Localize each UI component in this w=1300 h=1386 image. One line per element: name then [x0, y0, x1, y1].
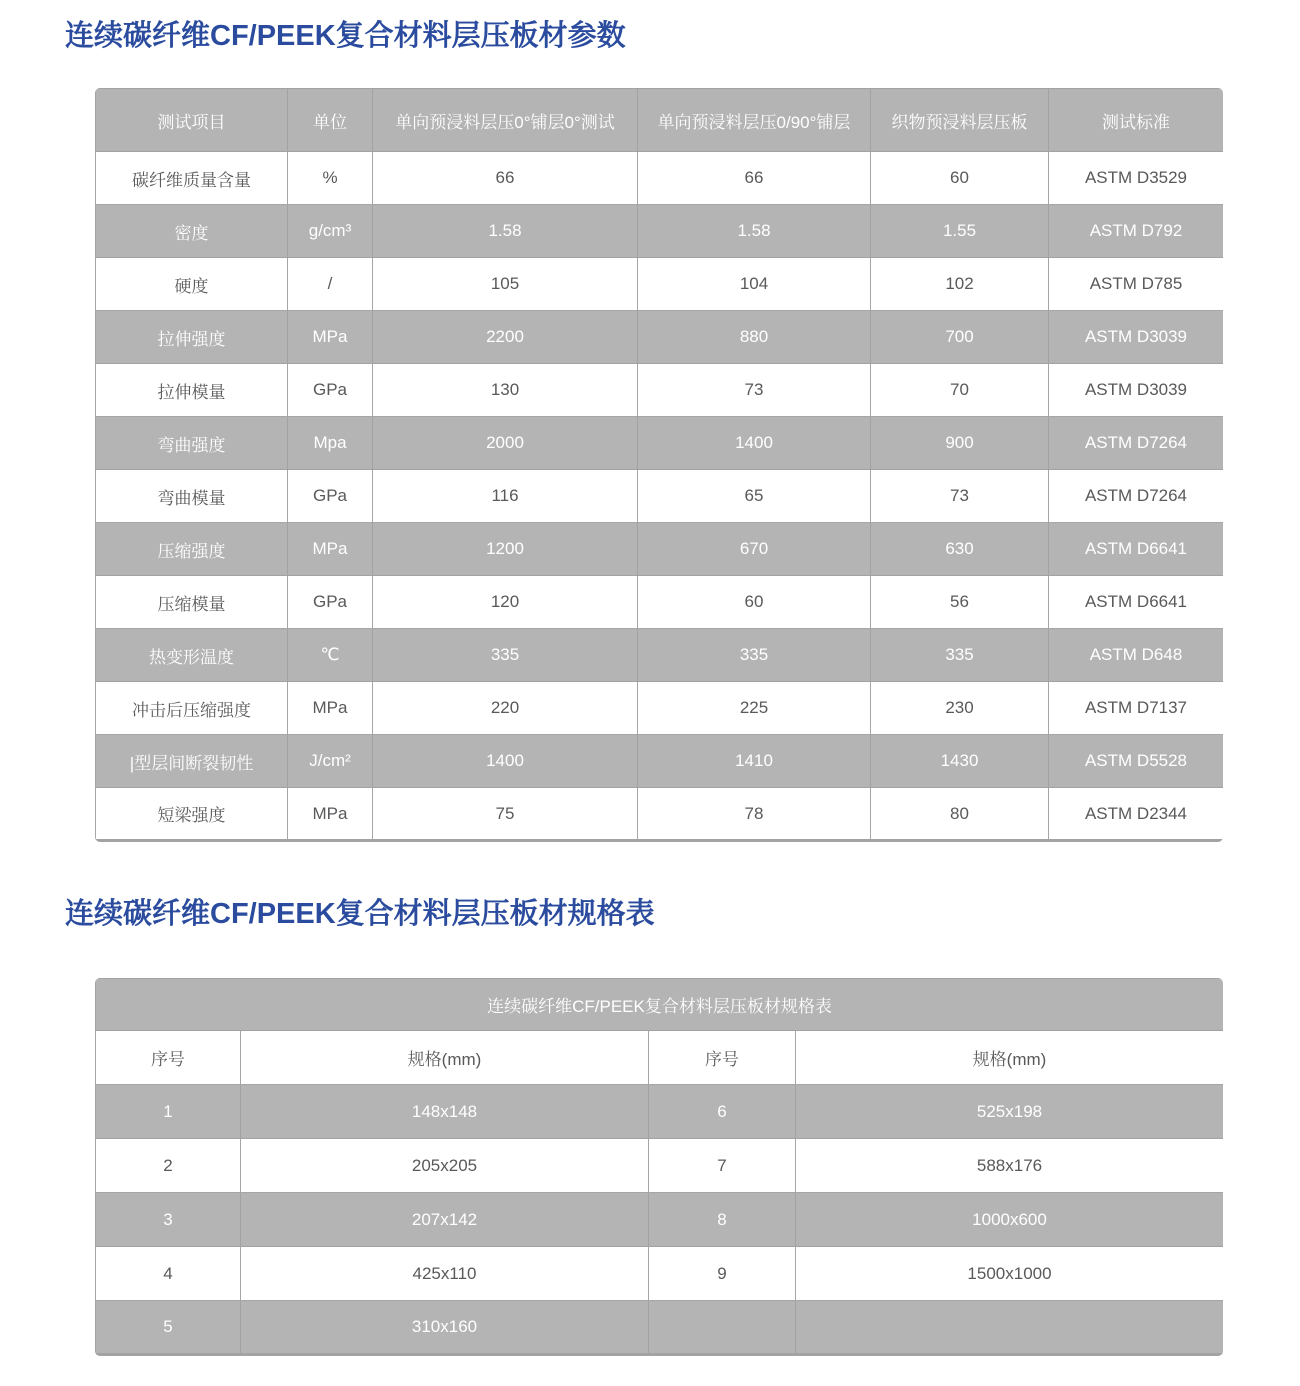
value-cell: 66	[638, 152, 871, 205]
table-row	[96, 152, 1224, 205]
standard-cell: ASTM D6641	[1049, 523, 1224, 576]
value-cell: 73	[871, 470, 1049, 523]
column-header-ud-0deg: 单向预浸料层压0°铺层0°测试	[373, 89, 638, 152]
unit-cell: J/cm²	[288, 735, 373, 788]
value-cell: 1410	[638, 735, 871, 788]
value-cell: 70	[871, 364, 1049, 417]
value-cell: 56	[871, 576, 1049, 629]
unit-cell: Mpa	[288, 417, 373, 470]
spec-table-wrap	[95, 978, 1223, 1356]
standard-cell: ASTM D3529	[1049, 152, 1224, 205]
standard-cell: ASTM D7137	[1049, 682, 1224, 735]
column-header-test-item: 测试项目	[96, 89, 288, 152]
size-cell: 207x142	[241, 1193, 649, 1247]
index-cell: 2	[96, 1139, 241, 1193]
standard-cell: ASTM D648	[1049, 629, 1224, 682]
index-cell: 7	[649, 1139, 796, 1193]
table-row	[96, 576, 1224, 629]
params-section-title: 连续碳纤维CF/PEEK复合材料层压板材参数	[65, 20, 626, 52]
standard-cell: ASTM D7264	[1049, 470, 1224, 523]
value-cell: 102	[871, 258, 1049, 311]
value-cell: 700	[871, 311, 1049, 364]
row-label: 拉伸强度	[96, 311, 288, 364]
table-row	[96, 629, 1224, 682]
row-label: 压缩强度	[96, 523, 288, 576]
unit-cell: %	[288, 152, 373, 205]
value-cell: 1400	[638, 417, 871, 470]
value-cell: 78	[638, 788, 871, 841]
table-row	[96, 1139, 1224, 1193]
value-cell: 335	[871, 629, 1049, 682]
row-label: 弯曲强度	[96, 417, 288, 470]
row-label: 密度	[96, 205, 288, 258]
standard-cell: ASTM D5528	[1049, 735, 1224, 788]
value-cell: 335	[373, 629, 638, 682]
unit-cell: MPa	[288, 682, 373, 735]
value-cell: 60	[638, 576, 871, 629]
value-cell: 335	[638, 629, 871, 682]
size-cell	[796, 1301, 1224, 1355]
table-row	[96, 470, 1224, 523]
standard-cell: ASTM D2344	[1049, 788, 1224, 841]
index-cell	[649, 1301, 796, 1355]
spec-table-title: 连续碳纤维CF/PEEK复合材料层压板材规格表	[96, 979, 1224, 1031]
row-label: |型层间断裂韧性	[96, 735, 288, 788]
table-row	[96, 364, 1224, 417]
column-header-standard: 测试标准	[1049, 89, 1224, 152]
row-label: 碳纤维质量含量	[96, 152, 288, 205]
index-cell: 4	[96, 1247, 241, 1301]
value-cell: 1.58	[373, 205, 638, 258]
standard-cell: ASTM D792	[1049, 205, 1224, 258]
column-header-unit: 单位	[288, 89, 373, 152]
table-row	[96, 1085, 1224, 1139]
value-cell: 1.58	[638, 205, 871, 258]
unit-cell: GPa	[288, 576, 373, 629]
standard-cell: ASTM D7264	[1049, 417, 1224, 470]
unit-cell: MPa	[288, 788, 373, 841]
index-cell: 9	[649, 1247, 796, 1301]
value-cell: 105	[373, 258, 638, 311]
unit-cell: GPa	[288, 364, 373, 417]
column-header-fabric: 织物预浸料层压板	[871, 89, 1049, 152]
spec-section-title: 连续碳纤维CF/PEEK复合材料层压板材规格表	[65, 898, 655, 930]
table-row	[96, 735, 1224, 788]
size-cell: 205x205	[241, 1139, 649, 1193]
value-cell: 230	[871, 682, 1049, 735]
row-label: 冲击后压缩强度	[96, 682, 288, 735]
size-cell: 148x148	[241, 1085, 649, 1139]
standard-cell: ASTM D6641	[1049, 576, 1224, 629]
index-cell: 6	[649, 1085, 796, 1139]
table-row	[96, 205, 1224, 258]
value-cell: 73	[638, 364, 871, 417]
value-cell: 116	[373, 470, 638, 523]
standard-cell: ASTM D3039	[1049, 311, 1224, 364]
index-cell: 3	[96, 1193, 241, 1247]
value-cell: 80	[871, 788, 1049, 841]
unit-cell: MPa	[288, 311, 373, 364]
table-row	[96, 1301, 1224, 1355]
table-row	[96, 1247, 1224, 1301]
unit-cell: GPa	[288, 470, 373, 523]
column-header-index: 序号	[96, 1031, 241, 1085]
spec-header-row	[96, 1031, 1224, 1085]
params-table-wrap	[95, 88, 1223, 842]
standard-cell: ASTM D785	[1049, 258, 1224, 311]
size-cell: 425x110	[241, 1247, 649, 1301]
size-cell: 525x198	[796, 1085, 1224, 1139]
size-cell: 310x160	[241, 1301, 649, 1355]
row-label: 弯曲模量	[96, 470, 288, 523]
spec-table	[95, 978, 1223, 1356]
row-label: 拉伸模量	[96, 364, 288, 417]
value-cell: 630	[871, 523, 1049, 576]
value-cell: 130	[373, 364, 638, 417]
value-cell: 66	[373, 152, 638, 205]
value-cell: 1.55	[871, 205, 1049, 258]
value-cell: 1200	[373, 523, 638, 576]
column-header-size: 规格(mm)	[796, 1031, 1224, 1085]
value-cell: 65	[638, 470, 871, 523]
value-cell: 880	[638, 311, 871, 364]
standard-cell: ASTM D3039	[1049, 364, 1224, 417]
value-cell: 220	[373, 682, 638, 735]
unit-cell: g/cm³	[288, 205, 373, 258]
params-table	[95, 88, 1223, 842]
column-header-ud-0-90deg: 单向预浸料层压0/90°铺层	[638, 89, 871, 152]
value-cell: 225	[638, 682, 871, 735]
table-row	[96, 1193, 1224, 1247]
value-cell: 60	[871, 152, 1049, 205]
index-cell: 5	[96, 1301, 241, 1355]
column-header-size: 规格(mm)	[241, 1031, 649, 1085]
value-cell: 1430	[871, 735, 1049, 788]
index-cell: 8	[649, 1193, 796, 1247]
row-label: 热变形温度	[96, 629, 288, 682]
table-row	[96, 311, 1224, 364]
table-row	[96, 788, 1224, 841]
spec-table-title-row	[96, 979, 1224, 1031]
size-cell: 588x176	[796, 1139, 1224, 1193]
row-label: 压缩模量	[96, 576, 288, 629]
row-label: 短梁强度	[96, 788, 288, 841]
table-row	[96, 682, 1224, 735]
unit-cell: ℃	[288, 629, 373, 682]
column-header-index: 序号	[649, 1031, 796, 1085]
row-label: 硬度	[96, 258, 288, 311]
value-cell: 670	[638, 523, 871, 576]
value-cell: 900	[871, 417, 1049, 470]
size-cell: 1500x1000	[796, 1247, 1224, 1301]
value-cell: 104	[638, 258, 871, 311]
value-cell: 1400	[373, 735, 638, 788]
table-row	[96, 258, 1224, 311]
value-cell: 120	[373, 576, 638, 629]
params-header-row	[96, 89, 1224, 152]
table-row	[96, 523, 1224, 576]
value-cell: 2000	[373, 417, 638, 470]
value-cell: 2200	[373, 311, 638, 364]
unit-cell: MPa	[288, 523, 373, 576]
table-row	[96, 417, 1224, 470]
unit-cell: /	[288, 258, 373, 311]
size-cell: 1000x600	[796, 1193, 1224, 1247]
value-cell: 75	[373, 788, 638, 841]
index-cell: 1	[96, 1085, 241, 1139]
